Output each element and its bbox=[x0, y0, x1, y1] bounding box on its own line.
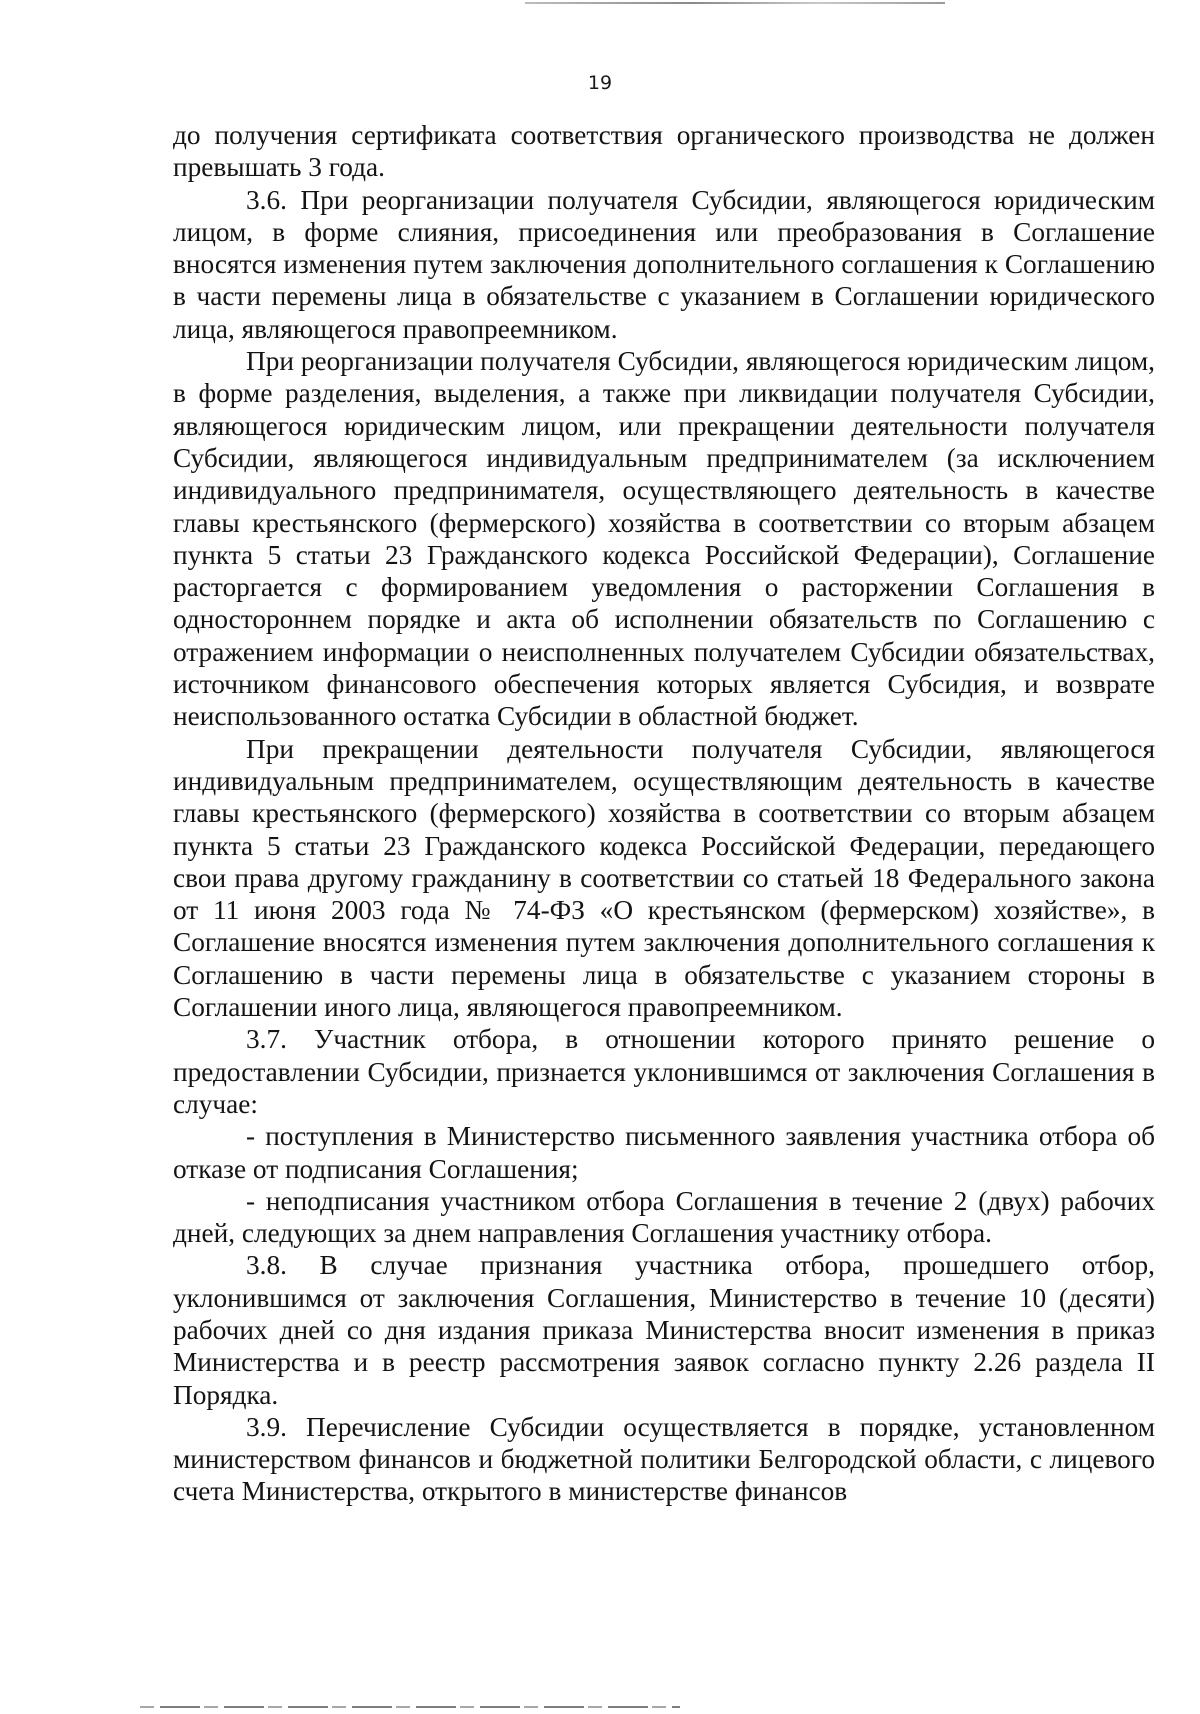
paragraph-continuation: до получения сертификата соответствия органического производства не должен превышать 3 года. bbox=[173, 120, 1155, 183]
paragraph-reorganization: При реорганизации получателя Субсидии, являющегося юридическим лицом, в форме разделения, выделения, а также при ликвидации получателя Субсидии, являющегося юридическим лицом, или прекращении деятельности получателя Субсидии, являющегося индивидуальным предпринимателем (за исключением индивидуального предпринимателя, осуществляющего деятельность в качестве главы крестьянского (фермерского) хозяйства в соответствии со вторым абзацем пункта 5 статьи 23 Гражданского кодекса Российской Федерации), Соглашение расторгается с формированием уведомления о расторжении Соглашения в одностороннем порядке и акта об исполнении обязательств по Соглашению с отражением информации о неисполненных получателем Субсидии обязательствах, источником финансового обеспечения которых является Субсидия, и возврате неиспользованного остатка Субсидии в областной бюджет. bbox=[173, 346, 1155, 732]
list-item-refusal: - поступления в Министерство письменного заявления участника отбора об отказе от подписания Соглашения; bbox=[173, 1121, 1155, 1184]
page-number: 19 bbox=[587, 72, 613, 94]
paragraph-termination: При прекращении деятельности получателя Субсидии, являющегося индивидуальным предпринимателем, осуществляющим деятельность в качестве главы крестьянского (фермерского) хозяйства в соответствии со вторым абзацем пункта 5 статьи 23 Гражданского кодекса Российской Федерации, передающего свои права другому гражданину в соответствии со статьей 18 Федерального закона от 11 июня 2003 года № 74-ФЗ «О крестьянском (фермерском) хозяйстве», в Соглашение вносятся изменения путем заключения дополнительного соглашения к Соглашению в части перемены лица в обязательстве с указанием стороны в Соглашении иного лица, являющегося правопреемником. bbox=[173, 733, 1155, 1023]
paragraph-3-6: 3.6. При реорганизации получателя Субсидии, являющегося юридическим лицом, в форме слияния, присоединения или преобразования в Соглашение вносятся изменения путем заключения дополнительного соглашения к Соглашению в части перемены лица в обязательстве с указанием в Соглашении юридического лица, являющегося правопреемником. bbox=[173, 184, 1155, 344]
paragraph-3-7: 3.7. Участник отбора, в отношении которого принято решение о предоставлении Субсидии, признается уклонившимся от заключения Соглашения в случае: bbox=[173, 1024, 1155, 1119]
list-item-unsigned: - неподписания участником отбора Соглашения в течение 2 (двух) рабочих дней, следующих за днем направления Соглашения участнику отбора. bbox=[173, 1185, 1155, 1249]
document-body bbox=[173, 119, 1155, 1508]
scan-edge-top bbox=[525, 2, 945, 4]
scan-edge-bottom bbox=[140, 1706, 680, 1708]
paragraph-3-8: 3.8. В случае признания участника отбора, прошедшего отбор, уклонившимся от заключения Соглашения, Министерство в течение 10 (десяти) рабочих дней со дня издания приказа Министерства вносит изменения в приказ Министерства и в реестр рассмотрения заявок согласно пункту 2.26 раздела II Порядка. bbox=[173, 1250, 1155, 1410]
paragraph-3-9: 3.9. Перечисление Субсидии осуществляется в порядке, установленном министерством финансов и бюджетной политики Белгородской области, с лицевого счета Министерства, открытого в министерстве финансов bbox=[173, 1411, 1155, 1507]
